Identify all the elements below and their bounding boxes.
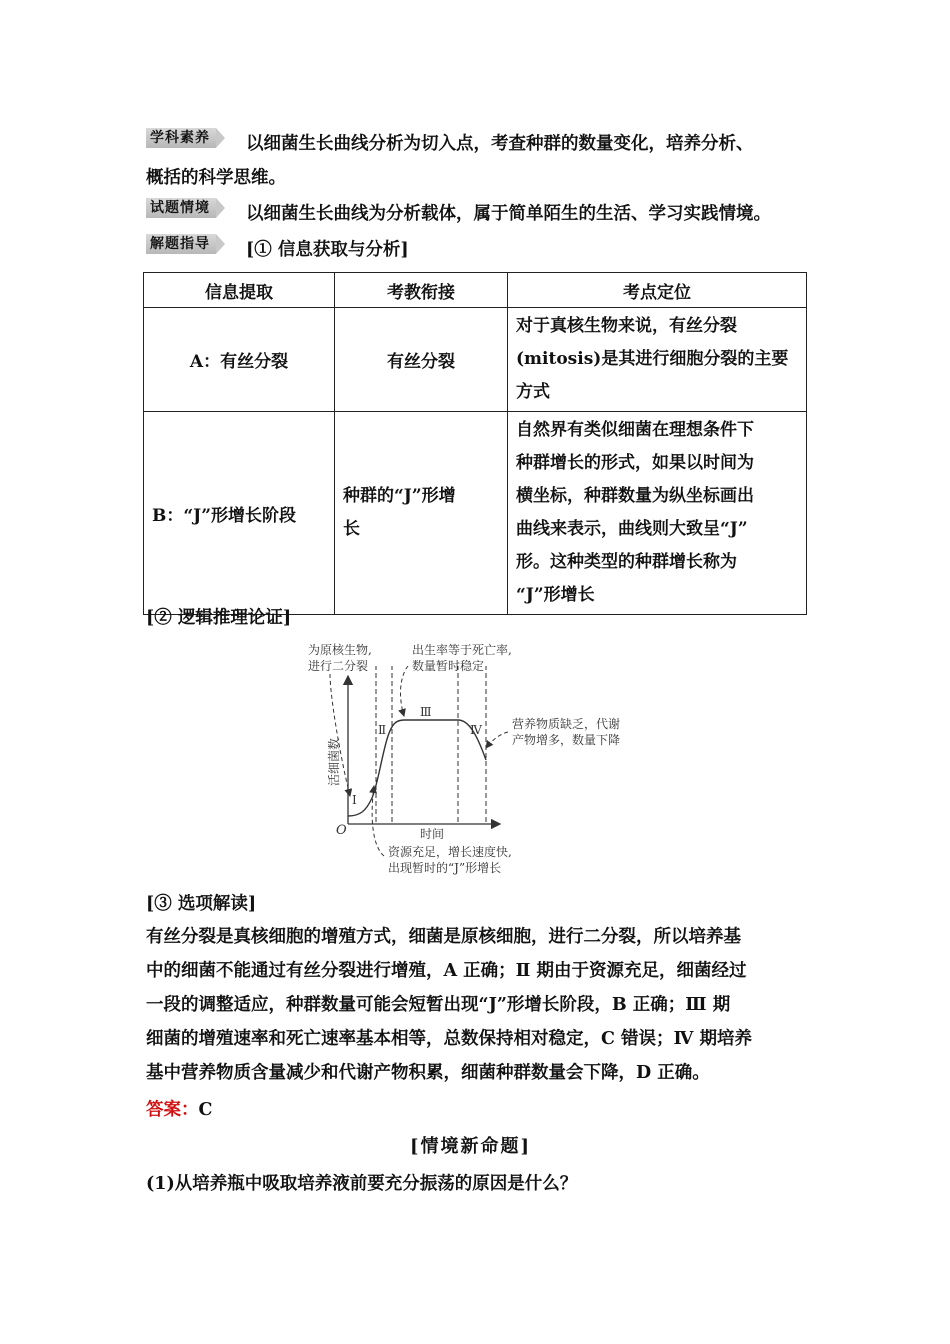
table-cell-link: 有丝分裂 [335, 308, 508, 412]
step2-heading: [② 逻辑推理论证] [146, 608, 292, 628]
x-axis-label: 时间 [420, 827, 445, 841]
link-line: 种群的“J”形增 [343, 486, 456, 506]
phase-label-3: Ⅲ [420, 705, 432, 719]
link-line: 长 [343, 519, 360, 539]
growth-curve [348, 720, 486, 816]
answer-label: 答案： [146, 1100, 199, 1120]
scenario-text: 以细菌生长曲线为分析载体，属于简单陌生的生活、学习实践情境。 [246, 204, 771, 224]
explanation-paragraph [146, 920, 810, 1090]
question-1: (1)从培养瓶中吸取培养液前要充分振荡的原因是什么？ [146, 1174, 578, 1194]
annotation-jcurve-line2: 出现暂时的“J”形增长 [388, 861, 502, 875]
point-line: 方式 [516, 382, 550, 402]
annotation-decline-line1: 营养物质缺乏，代谢 [512, 717, 621, 731]
table-header-point: 考点定位 [508, 273, 807, 308]
explanation-line: 细菌的增殖速率和死亡速率基本相等，总数保持相对稳定，C 错误；Ⅳ 期培养 [146, 1029, 752, 1049]
annotation-arrow [401, 666, 408, 716]
explanation-line: 有丝分裂是真核细胞的增殖方式，细菌是原核细胞，进行二分裂，所以培养基 [146, 927, 741, 947]
step3-heading: [③ 选项解读] [146, 894, 257, 914]
annotation-decline-line2: 产物增多，数量下降 [512, 733, 621, 747]
annotation-stable-line1: 出生率等于死亡率, [412, 643, 512, 657]
answer-value: C [198, 1100, 213, 1120]
table-cell-point [508, 412, 807, 615]
explanation-line: 中的细菌不能通过有丝分裂进行增殖，A 正确；Ⅱ 期由于资源充足，细菌经过 [146, 961, 747, 981]
point-line: 曲线来表示，曲线则大致呈“J” [516, 519, 748, 539]
point-line: 横坐标，种群数量为纵坐标画出 [516, 486, 754, 506]
guidance-tag: 解题指导 [146, 234, 216, 254]
growth-curve-diagram [300, 636, 650, 880]
literacy-text-line1: 以细菌生长曲线分析为切入点，考查种群的数量变化，培养分析、 [246, 134, 754, 154]
y-axis-label: 活细菌数 [327, 737, 341, 786]
table-cell-info: B：“J”形增长阶段 [144, 412, 335, 615]
scenario-tag: 试题情境 [146, 198, 216, 218]
annotation-arrow [372, 786, 384, 856]
origin-label: O [336, 823, 347, 838]
table-row [144, 412, 807, 615]
point-line: (mitosis)是其进行细胞分裂的主要 [516, 349, 789, 369]
point-line: 种群增长的形式，如果以时间为 [516, 453, 754, 473]
explanation-line: 一段的调整适应，种群数量可能会短暂出现“J”形增长阶段，B 正确；Ⅲ 期 [146, 995, 731, 1015]
point-line: “J”形增长 [516, 585, 595, 605]
phase-label-2: Ⅱ [378, 723, 387, 737]
info-table [143, 272, 807, 615]
table-cell-info: A：有丝分裂 [144, 308, 335, 412]
table-row [144, 308, 807, 412]
table-cell-link [335, 412, 508, 615]
annotation-jcurve-line1: 资源充足，增长速度快, [388, 845, 512, 859]
point-line: 对于真核生物来说，有丝分裂 [516, 316, 737, 336]
table-header-info: 信息提取 [144, 273, 335, 308]
annotation-prokaryote-line2: 进行二分裂 [308, 659, 369, 673]
annotation-stable-line2: 数量暂时稳定 [412, 659, 485, 673]
table-header-link: 考教衔接 [335, 273, 508, 308]
table-cell-point [508, 308, 807, 412]
literacy-tag: 学科素养 [146, 128, 216, 148]
literacy-text-line2: 概括的科学思维。 [146, 168, 286, 188]
table-header-row [144, 273, 807, 308]
phase-label-1: Ⅰ [352, 793, 357, 807]
point-line: 形。这种类型的种群增长称为 [516, 552, 737, 572]
annotation-arrow [486, 732, 508, 748]
step1-heading: [① 信息获取与分析] [246, 240, 409, 260]
phase-label-4: Ⅳ [470, 723, 482, 737]
annotation-prokaryote-line1: 为原核生物, [308, 643, 372, 657]
new-topic-heading: [情境新命题] [410, 1136, 532, 1157]
answer-line [146, 1096, 212, 1121]
explanation-line: 基中营养物质含量减少和代谢产物积累，细菌种群数量会下降，D 正确。 [146, 1063, 710, 1083]
point-line: 自然界有类似细菌在理想条件下 [516, 420, 754, 440]
